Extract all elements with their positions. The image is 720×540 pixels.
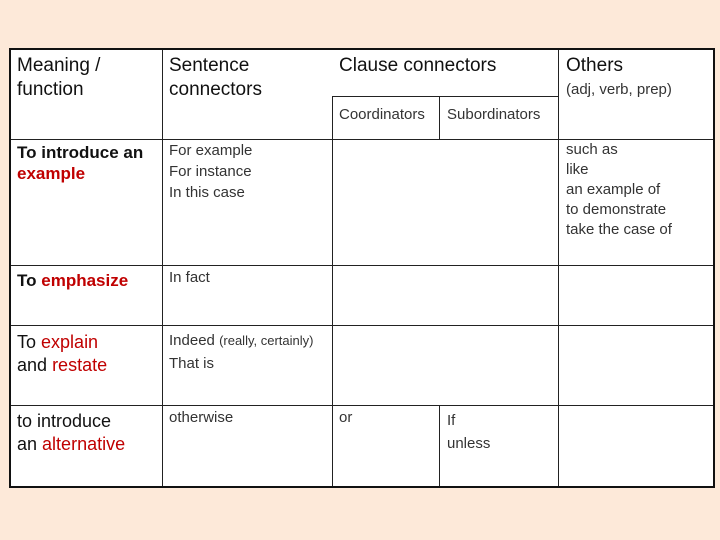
row-emphasize-sentence: In fact (169, 269, 210, 286)
list-item: such as (566, 141, 618, 158)
col-divider-4 (558, 50, 559, 486)
row-explain-indeed: Indeed (169, 332, 215, 349)
list-item: take the case of (566, 221, 672, 238)
row-example-label (17, 142, 143, 185)
header-subordinators: Subordinators (447, 106, 541, 123)
row-divider-1 (11, 265, 713, 266)
header-others-sub: (adj, verb, prep) (566, 81, 672, 98)
row-example-label-line1: To introduce an (17, 143, 144, 162)
col-divider-3 (439, 96, 440, 139)
header-sentence-connectors (169, 54, 262, 102)
row-emphasize-em: emphasize (41, 271, 129, 290)
header-meaning-line1: Meaning / (17, 55, 101, 76)
list-item: In this case (169, 184, 245, 201)
list-item: For example (169, 142, 253, 159)
header-sentence-line1: Sentence (169, 55, 250, 76)
row-emphasize-label (17, 270, 128, 291)
row-alternative-sentence: otherwise (169, 409, 234, 426)
row-example-others (566, 140, 672, 240)
row-alternative-line1: to introduce (17, 411, 112, 431)
sub-header-divider (332, 96, 558, 97)
row-alternative-em: alternative (42, 433, 126, 454)
header-sentence-line2: connectors (169, 78, 262, 100)
col-divider-1 (162, 50, 163, 486)
list-item: like (566, 161, 589, 178)
row-example-label-em: example (17, 164, 86, 184)
header-clause-connectors: Clause connectors (339, 55, 497, 76)
col-divider-2 (332, 96, 333, 486)
row-explain-em1: explain (41, 332, 99, 352)
list-item: unless (447, 435, 491, 452)
row-explain-that-is: That is (169, 355, 215, 372)
row-alternative-pre2: an (17, 433, 38, 454)
header-meaning-line2: function (17, 78, 84, 100)
row-example-sentence (169, 140, 252, 203)
row-explain-label (17, 331, 107, 376)
row-divider-2 (11, 325, 713, 326)
header-coordinators: Coordinators (339, 106, 425, 123)
header-others: Others (566, 55, 624, 76)
list-item: to demonstrate (566, 201, 667, 218)
list-item: For instance (169, 163, 252, 180)
row-explain-pre2: and (17, 354, 48, 375)
row-explain-paren: (really, certainly) (219, 333, 314, 348)
row-explain-sentence (169, 329, 313, 375)
row-alternative-coordinator: or (339, 409, 353, 426)
col-divider-3b (439, 405, 440, 486)
row-explain-em2: restate (52, 354, 108, 375)
list-item: an example of (566, 181, 661, 198)
row-divider-3 (11, 405, 713, 406)
row-alternative-subordinators (447, 409, 490, 455)
connectors-table (9, 48, 715, 488)
list-item: If (447, 412, 456, 429)
row-emphasize-pre: To (17, 271, 37, 290)
row-explain-pre1: To (17, 332, 37, 352)
row-alternative-label (17, 410, 125, 455)
header-meaning (17, 54, 100, 102)
